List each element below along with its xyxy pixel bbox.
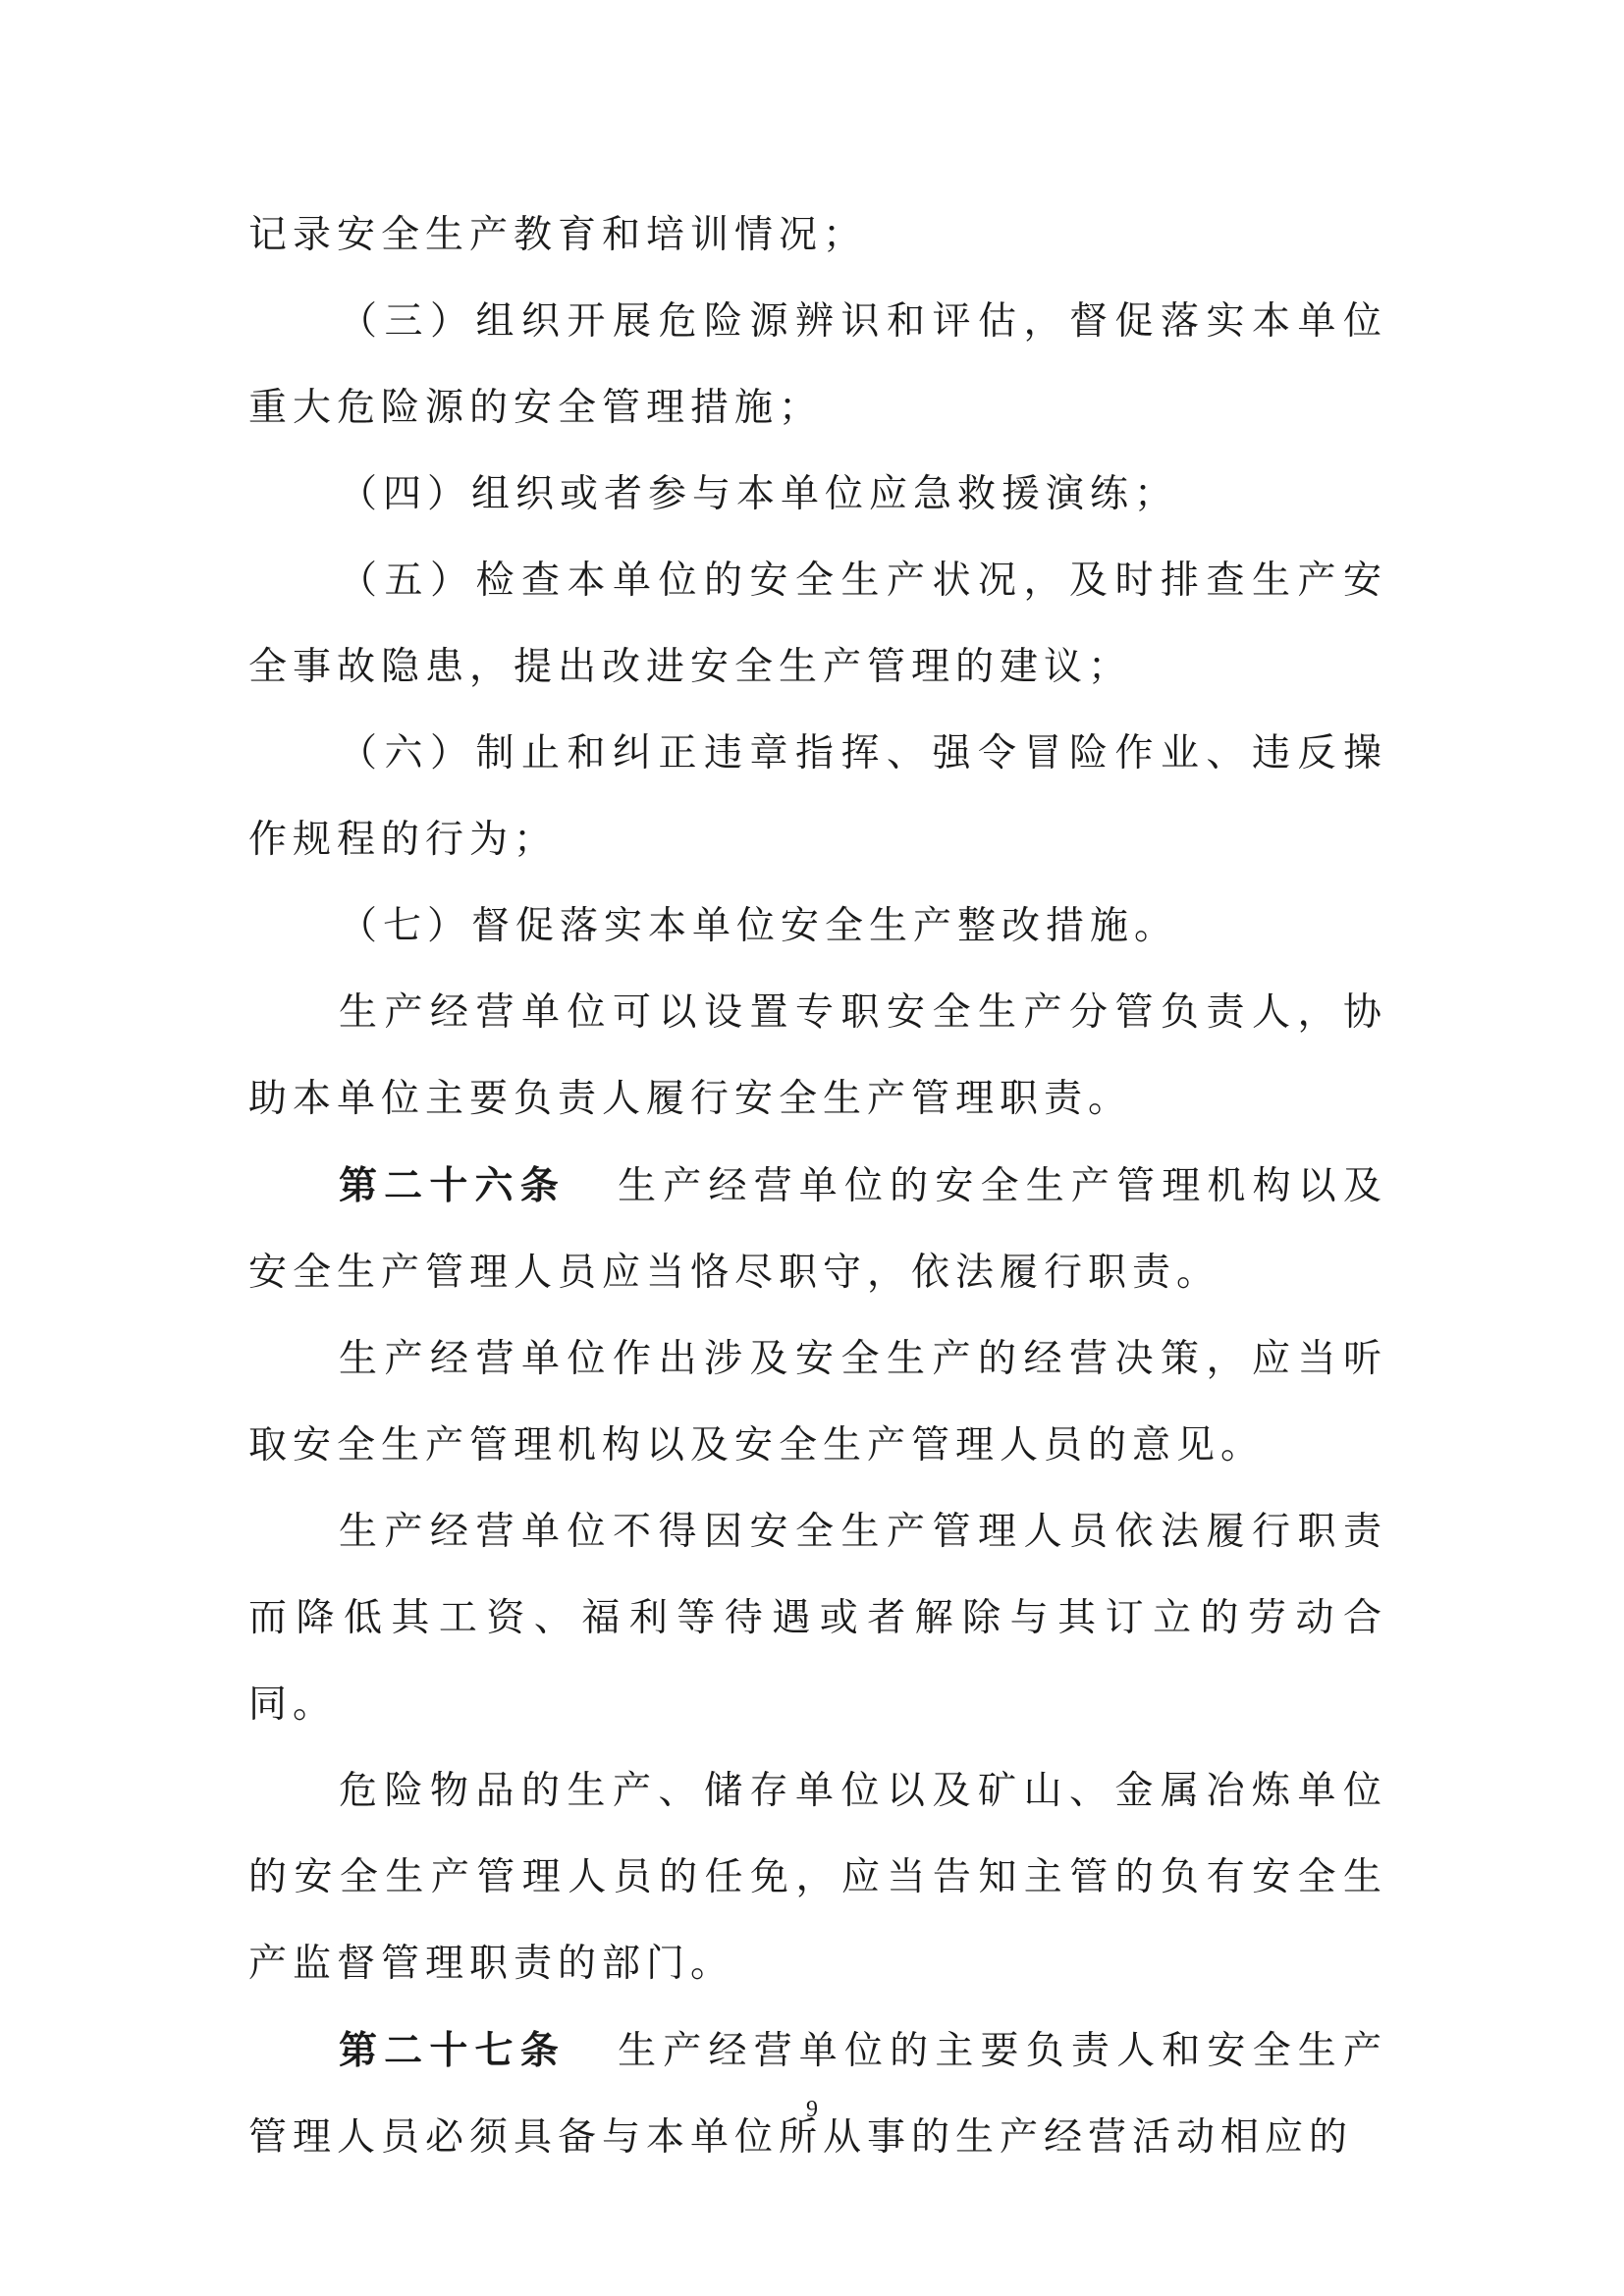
article-number: 第二十六条 bbox=[339, 1163, 566, 1208]
article-number: 第二十七条 bbox=[339, 2028, 566, 2073]
paragraph: （七）督促落实本单位安全生产整改措施。 bbox=[339, 904, 1179, 948]
paragraph: 记录安全生产教育和培训情况； bbox=[248, 213, 868, 257]
article-paragraph: 第二十七条 生产经营单位的主要负责人和安全生产管理人员必须具备与本单位所从事的生产经营活动相应的 bbox=[248, 2028, 1387, 2160]
paragraph: （六）制止和纠正违章指挥、强令冒险作业、违反操作规程的行为； bbox=[248, 731, 1387, 862]
paragraph: 生产经营单位作出涉及安全生产的经营决策，应当听取安全生产管理机构以及安全生产管理人员的意见。 bbox=[248, 1337, 1387, 1468]
article-paragraph: 第二十六条 生产经营单位的安全生产管理机构以及安全生产管理人员应当恪尽职守，依法履行职责。 bbox=[248, 1163, 1387, 1295]
paragraph: （四）组织或者参与本单位应急救援演练； bbox=[339, 472, 1179, 516]
paragraph: （五）检查本单位的安全生产状况，及时排查生产安全事故隐患，提出改进安全生产管理的建议； bbox=[248, 559, 1387, 689]
paragraph: 危险物品的生产、储存单位以及矿山、金属冶炼单位的安全生产管理人员的任免，应当告知主管的负有安全生产监督管理职责的部门。 bbox=[248, 1769, 1387, 1986]
body-text bbox=[248, 192, 1387, 2181]
paragraph: 生产经营单位可以设置专职安全生产分管负责人，协助本单位主要负责人履行安全生产管理职责。 bbox=[248, 990, 1387, 1121]
paragraph: （三）组织开展危险源辨识和评估，督促落实本单位重大危险源的安全管理措施； bbox=[248, 299, 1387, 430]
paragraph: 生产经营单位不得因安全生产管理人员依法履行职责而降低其工资、福利等待遇或者解除与其订立的劳动合同。 bbox=[248, 1510, 1387, 1727]
page-number: 9 bbox=[806, 2097, 818, 2122]
